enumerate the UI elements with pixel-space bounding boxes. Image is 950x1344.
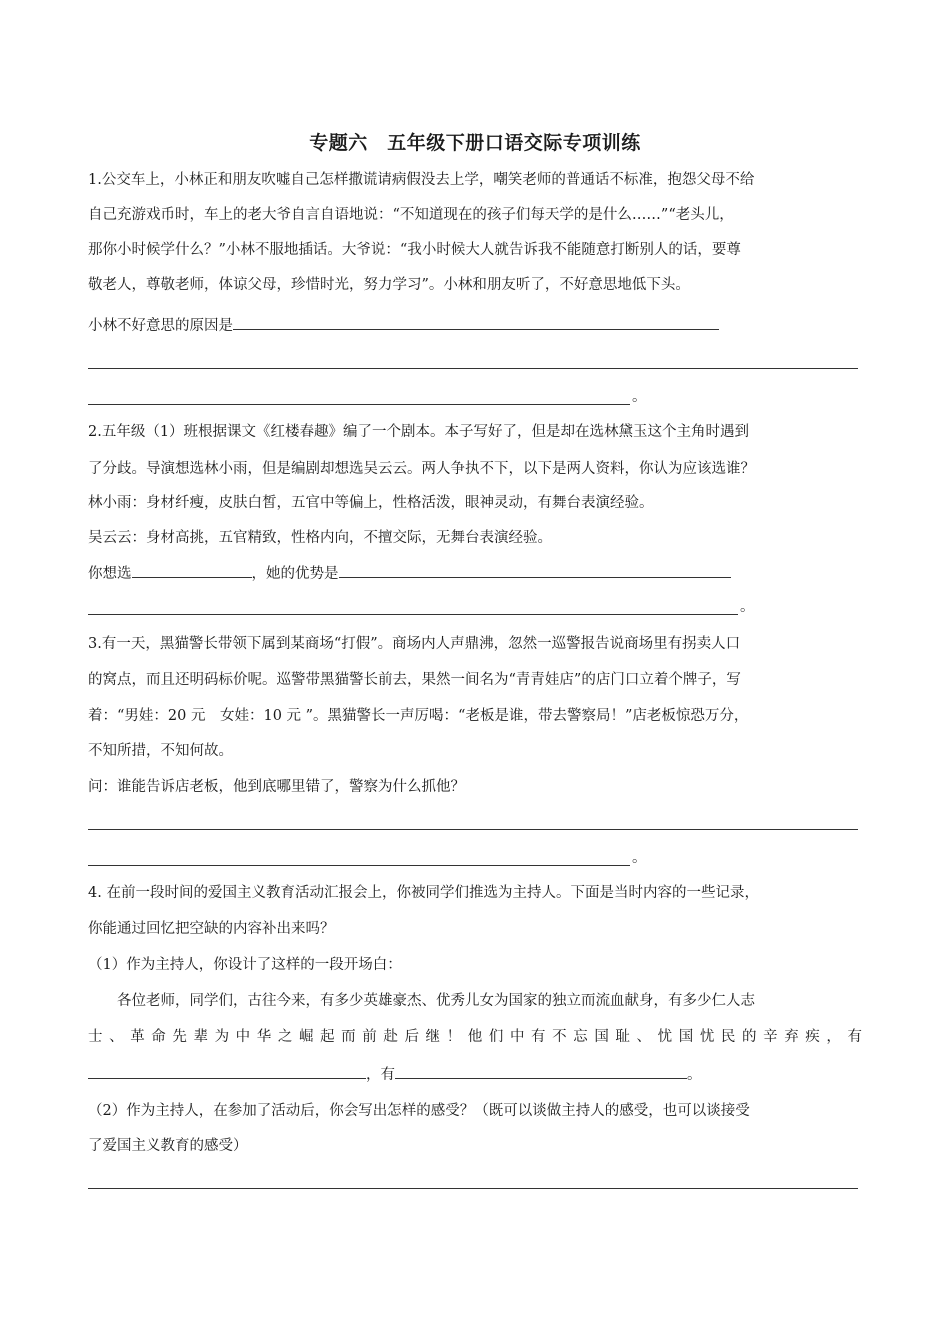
q2-line-3: 林小雨：身材纤瘦，皮肤白皙，五官中等偏上，性格活泼，眼神灵动，有舞台表演经验。	[88, 495, 654, 511]
q3-question: 问：谁能告诉店老板，他到底哪里错了，警察为什么抓他？	[88, 779, 465, 795]
q1-prompt-line	[88, 315, 719, 337]
q2-line-4: 吴云云：身材高挑，五官精致，性格内向，不擅交际，无舞台表演经验。	[88, 530, 552, 546]
q1-answer-line-2[interactable]	[88, 368, 858, 369]
q4-mid-text: ，有	[366, 1067, 395, 1083]
q4-blank-1[interactable]	[88, 1064, 366, 1079]
q4-line-2: 你能通过回忆把空缺的内容补出来吗？	[88, 921, 335, 937]
q1-line-2: 自己充游戏币时，车上的老大爷自言自语地说：“不知道现在的孩子们每天学的是什么……”“老头儿，	[88, 207, 734, 223]
q3-answer-line-2[interactable]	[88, 865, 630, 866]
q2-line-1: 2.五年级（1）班根据课文《红楼春趣》编了一个剧本。本子写好了，但是却在选林黛玉这个主角时遇到	[88, 424, 750, 440]
q1-end-mark: 。	[632, 389, 647, 405]
q2-prompt-line	[88, 563, 731, 585]
q4-answer-line[interactable]	[88, 1188, 858, 1189]
q4-line-1: 4. 在前一段时间的爱国主义教育活动汇报会上，你被同学们推选为主持人。下面是当时内容的一些记录，	[88, 885, 759, 901]
q3-line-2: 的窝点，而且还明码标价呢。巡警带黑猫警长前去，果然一间名为“青青娃店”的店门口立着个牌子，写	[88, 672, 741, 688]
q4-sub2-line-2: 了爱国主义教育的感受）	[88, 1138, 248, 1154]
q3-line-3: 着：“男娃：20 元 女娃：10 元 ”。黑猫警长一声厉喝：“老板是谁，带去警察局！”店老板惊恐万分，	[88, 708, 749, 724]
q4-blank-2[interactable]	[395, 1064, 687, 1079]
q1-answer-line-3[interactable]	[88, 404, 630, 405]
q4-sub2-line-1: （2）作为主持人，在参加了活动后，你会写出怎样的感受？（既可以谈做主持人的感受，也可以谈接受	[88, 1103, 750, 1119]
q2-choice-blank[interactable]	[132, 563, 252, 578]
q2-prompt-advantage: ，她的优势是	[251, 566, 339, 582]
q4-fill-line	[88, 1064, 702, 1086]
q3-line-1: 3.有一天，黑猫警长带领下属到某商场“打假”。商场内人声鼎沸，忽然一巡警报告说商场里有拐卖人口	[88, 636, 741, 652]
q1-line-4: 敬老人，尊敬老师，体谅父母，珍惜时光，努力学习”。小林和朋友听了，不好意思地低下头。	[88, 277, 690, 293]
q4-para-line-1: 各位老师，同学们，古往今来，有多少英雄豪杰、优秀儿女为国家的独立而流血献身，有多少仁人志	[88, 993, 755, 1009]
q2-answer-line-2[interactable]	[88, 614, 738, 615]
q2-line-2: 了分歧。导演想选林小雨，但是编剧却想选吴云云。两人争执不下，以下是两人资料，你认为应该选谁？	[88, 461, 755, 477]
q3-line-4: 不知所措，不知何故。	[88, 743, 233, 759]
q4-end-mark: 。	[687, 1067, 702, 1083]
q2-prompt-choice: 你想选	[88, 566, 132, 582]
q4-sub1: （1）作为主持人，你设计了这样的一段开场白：	[88, 957, 402, 973]
q4-para-line-2: 士、革命先辈为中华之崛起而前赴后继！他们中有不忘国耻、忧国忧民的辛弃疾，有	[88, 1029, 862, 1045]
q1-line-1: 1.公交车上，小林正和朋友吹嘘自己怎样撒谎请病假没去上学，嘲笑老师的普通话不标准，抱怨父母不给	[88, 172, 755, 188]
q2-advantage-blank[interactable]	[339, 563, 731, 578]
q1-line-3: 那你小时候学什么？”小林不服地插话。大爷说：“我小时候大人就告诉我不能随意打断别人的话，要尊	[88, 242, 741, 258]
q3-end-mark: 。	[632, 850, 647, 866]
q1-prompt: 小林不好意思的原因是	[88, 318, 233, 334]
q2-end-mark: 。	[740, 599, 755, 615]
q1-answer-blank[interactable]	[233, 315, 719, 330]
q3-answer-line-1[interactable]	[88, 829, 858, 830]
page-title: 专题六 五年级下册口语交际专项训练	[309, 132, 641, 154]
